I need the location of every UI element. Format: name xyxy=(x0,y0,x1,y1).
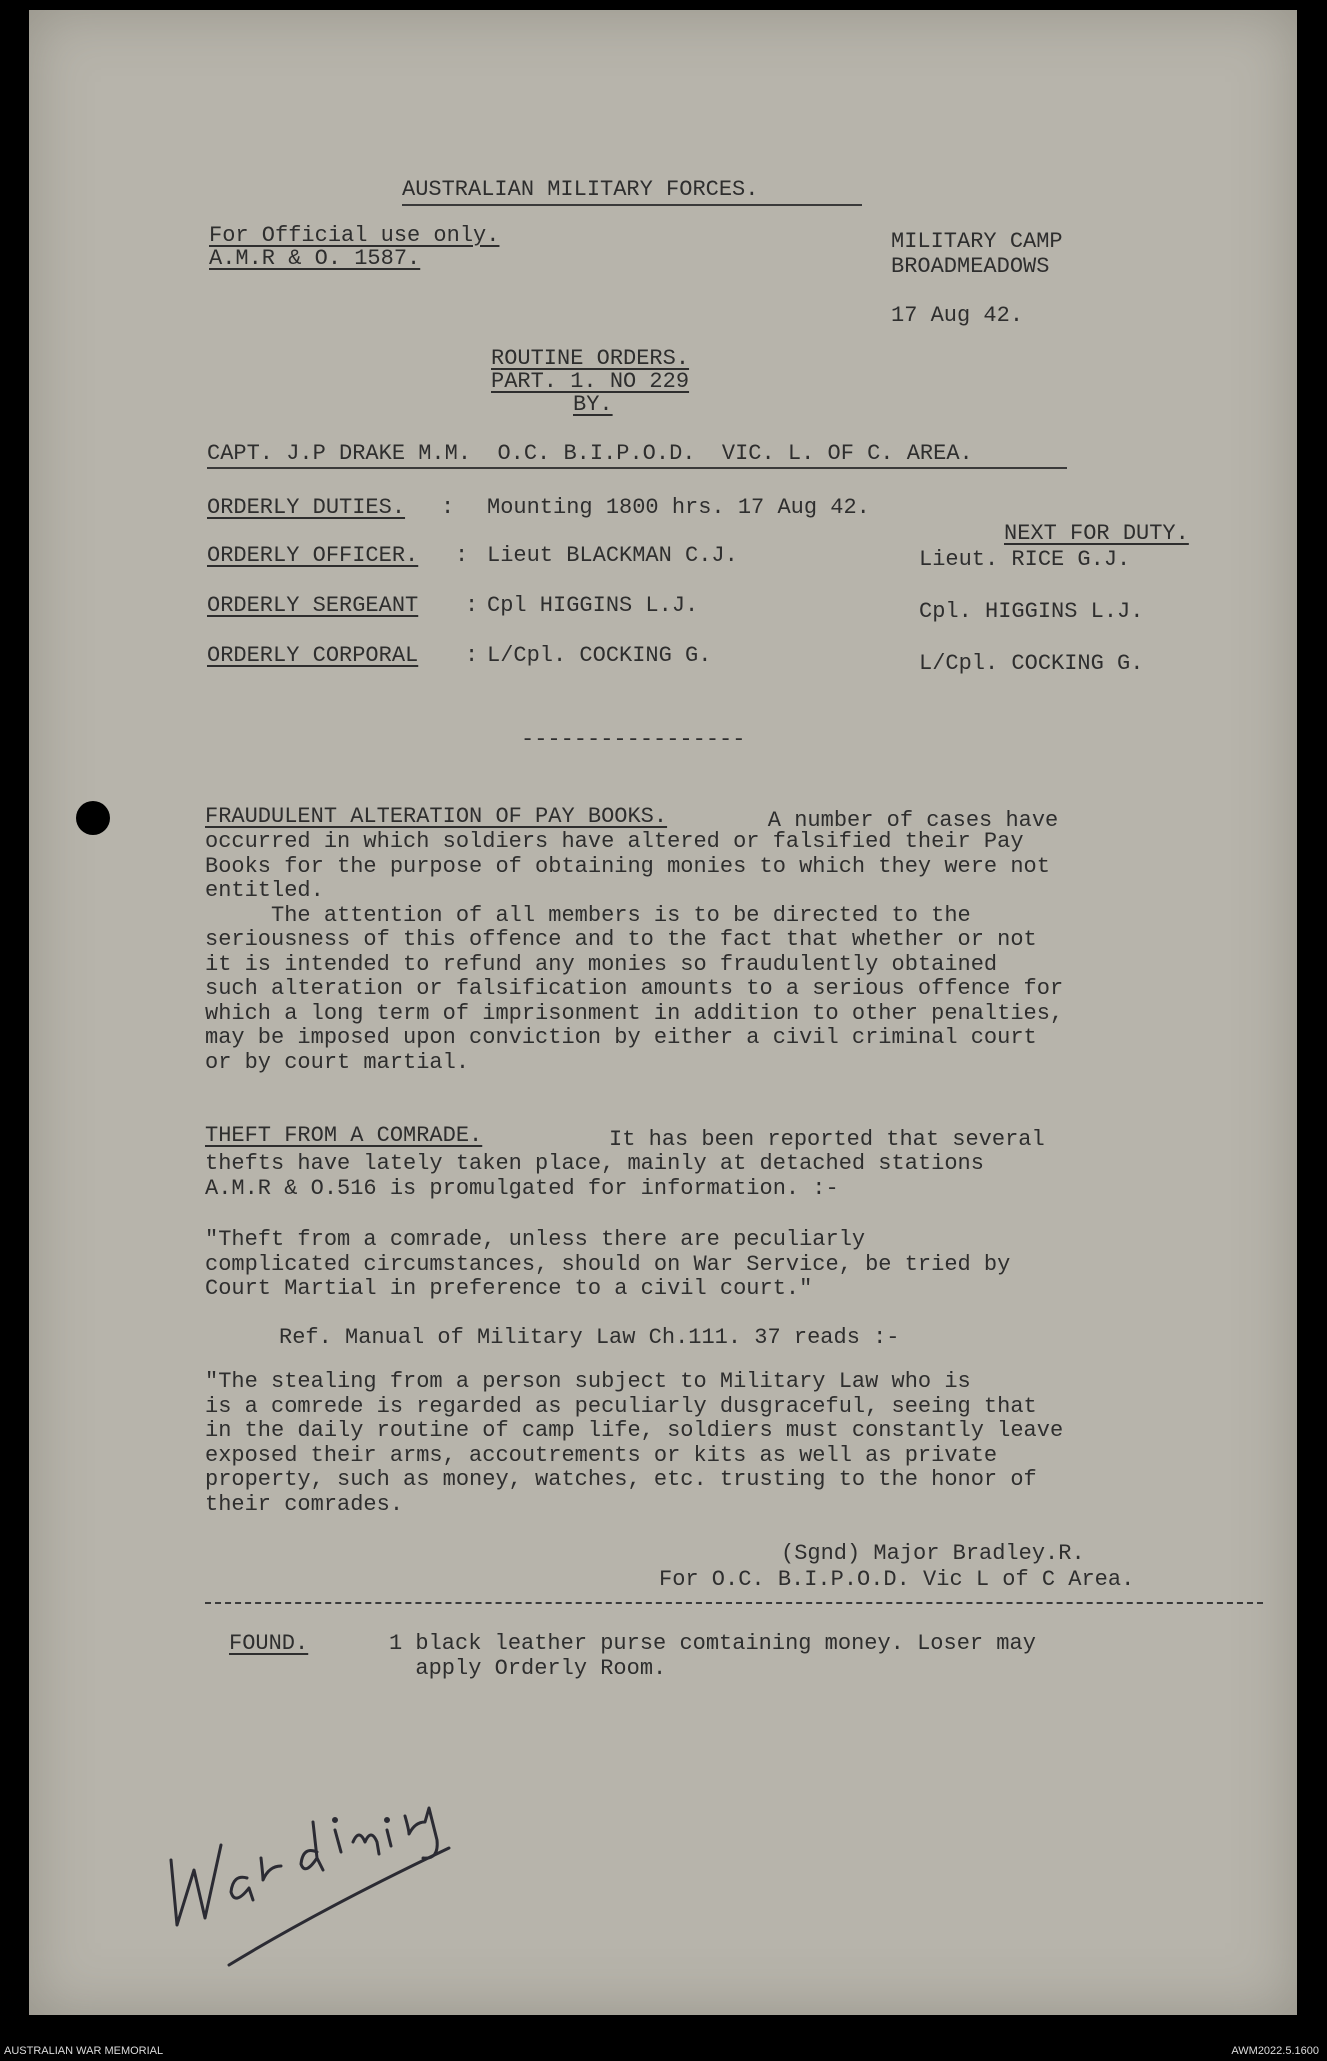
theft-body: thefts have lately taken place, mainly at detached stations A.M.R & O.516 is promulgated for information. :- xyxy=(205,1151,984,1201)
camp-location: BROADMEADOWS xyxy=(891,254,1050,279)
duty-sep: : xyxy=(465,593,479,618)
title-underline xyxy=(402,204,862,206)
duty-next: L/Cpl. COCKING G. xyxy=(919,651,1144,676)
document-title: AUSTRALIAN MILITARY FORCES. xyxy=(402,177,759,202)
duty-label: ORDERLY DUTIES. xyxy=(207,495,406,520)
routine-orders-heading: ROUTINE ORDERS. xyxy=(491,346,690,371)
duty-label: ORDERLY CORPORAL xyxy=(207,643,419,668)
theft-quote-2: "The stealing from a person subject to Military Law who is is a comrede is regarded as peculiarly dusgraceful, seeing that in the daily routine of camp life, soldiers must constantly leave exposed their arms, accoutrements or kits as well as private property, such as money, watches, etc. trusting to the honor of their comrades. xyxy=(205,1369,1064,1517)
document-date: 17 Aug 42. xyxy=(891,303,1024,328)
duty-label: ORDERLY OFFICER. xyxy=(207,543,419,568)
next-for-duty-label: NEXT FOR DUTY. xyxy=(1004,521,1189,546)
manual-reference: Ref. Manual of Military Law Ch.111. 37 reads :- xyxy=(279,1325,900,1350)
duty-sep: : xyxy=(465,643,479,668)
signature-divider xyxy=(205,1602,1263,1604)
camp-name: MILITARY CAMP xyxy=(891,229,1063,254)
duty-next: Cpl. HIGGINS L.J. xyxy=(919,599,1144,624)
section-separator: ----------------- xyxy=(521,727,746,752)
routine-orders-part: PART. 1. NO 229 xyxy=(491,369,690,394)
commander-line: CAPT. J.P DRAKE M.M. O.C. B.I.P.O.D. VIC. L. OF C. AREA. xyxy=(207,441,973,466)
footer-accession: AWM2022.5.1600 xyxy=(1231,2045,1319,2057)
handwritten-war-diary xyxy=(149,1750,469,1970)
theft-heading: THEFT FROM A COMRADE. xyxy=(205,1123,483,1148)
theft-lead: It has been reported that several xyxy=(543,1127,1045,1152)
duty-sep: : xyxy=(455,543,469,568)
duty-sep: : xyxy=(441,495,455,520)
duty-value: Cpl HIGGINS L.J. xyxy=(487,593,699,618)
routine-orders-by: BY. xyxy=(573,392,613,417)
signature-for: For O.C. B.I.P.O.D. Vic L of C Area. xyxy=(659,1567,1135,1592)
punch-hole xyxy=(76,801,110,835)
duty-next: Lieut. RICE G.J. xyxy=(919,547,1131,572)
duty-value: L/Cpl. COCKING G. xyxy=(487,643,712,668)
theft-quote-1: "Theft from a comrade, unless there are peculiarly complicated circumstances, should on War Service, be tried by Court Martial in preference to a civil court." xyxy=(205,1227,1011,1301)
duty-value: Mounting 1800 hrs. 17 Aug 42. xyxy=(487,495,870,520)
found-label: FOUND. xyxy=(229,1631,309,1656)
amr-reference: A.M.R & O. 1587. xyxy=(209,246,421,271)
commander-underline xyxy=(207,467,1067,469)
footer-credit: AUSTRALIAN WAR MEMORIAL xyxy=(4,2045,164,2057)
document-page xyxy=(29,10,1297,2015)
duty-value: Lieut BLACKMAN C.J. xyxy=(487,543,738,568)
signature-name: (Sgnd) Major Bradley.R. xyxy=(781,1541,1085,1566)
fraud-lead: A number of cases have xyxy=(715,808,1059,833)
found-text: 1 black leather purse comtaining money. Loser may apply Orderly Room. xyxy=(389,1631,1036,1681)
fraud-body: occurred in which soldiers have altered or falsified their Pay Books for the purpose of obtaining monies to which they were not entitled. The attention of all members is to be directed to the seriousness of this offence and to the fact that whether or not it is intended to refund any monies so fraudulently obtained such alteration or falsification amounts to a serious offence for which a long term of imprisonment in addition to other penalties, may be imposed upon conviction by either a civil criminal court or by court martial. xyxy=(205,829,1064,1075)
official-use-line: For Official use only. xyxy=(209,223,500,248)
fraud-heading: FRAUDULENT ALTERATION OF PAY BOOKS. xyxy=(205,804,668,829)
duty-label: ORDERLY SERGEANT xyxy=(207,593,419,618)
